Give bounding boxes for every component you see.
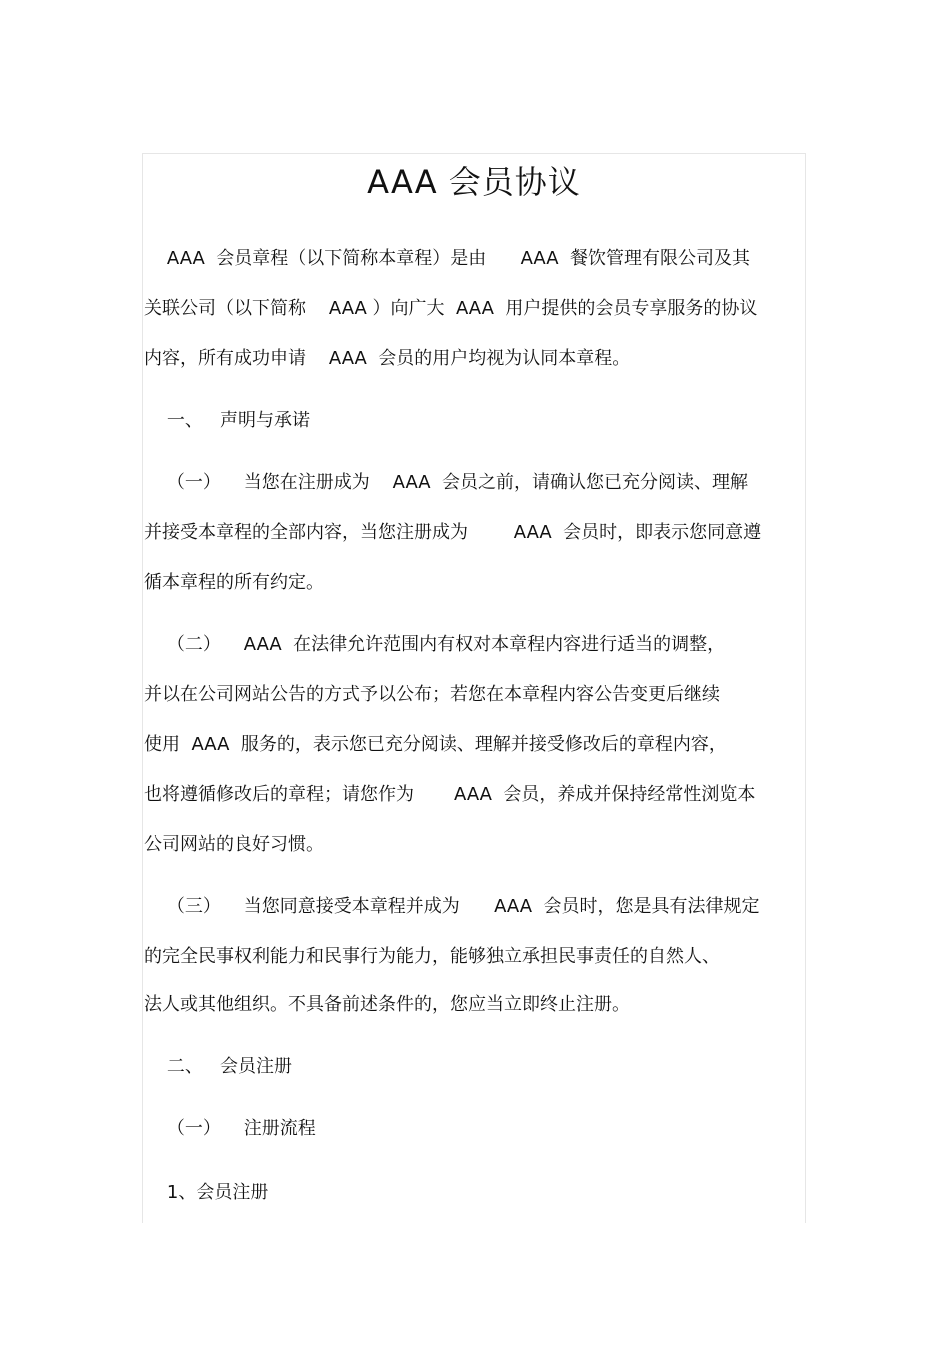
paragraph-line: 公司网站的良好习惯。 xyxy=(144,834,324,855)
paragraph-line: （三） 当您同意接受本章程并成为 AAA 会员时，您是具有法律规定 xyxy=(144,896,760,917)
paragraph-line: 并接受本章程的全部内容，当您注册成为 AAA 会员时，即表示您同意遵 xyxy=(144,522,762,543)
section-heading: 一、 声明与承诺 xyxy=(144,410,311,431)
section-heading: 二、 会员注册 xyxy=(144,1056,293,1077)
paragraph-line: 的完全民事权利能力和民事行为能力，能够独立承担民事责任的自然人、 xyxy=(144,946,720,967)
paragraph-line: 也将遵循修改后的章程；请您作为 AAA 会员，养成并保持经常性浏览本 xyxy=(144,784,756,805)
paragraph-line: 并以在公司网站公告的方式予以公布；若您在本章程内容公告变更后继续 xyxy=(144,684,720,705)
paragraph-line: （一） 当您在注册成为 AAA 会员之前，请确认您已充分阅读、理解 xyxy=(144,472,749,493)
paragraph-line: 内容，所有成功申请 AAA 会员的用户均视为认同本章程。 xyxy=(144,348,631,369)
paragraph-line: 关联公司（以下简称 AAA ）向广大 AAA 用户提供的会员专享服务的协议 xyxy=(144,298,758,319)
paragraph-line: AAA 会员章程（以下简称本章程）是由 AAA 餐饮管理有限公司及其 xyxy=(144,248,750,269)
paragraph-line: 使用 AAA 服务的，表示您已充分阅读、理解并接受修改后的章程内容， xyxy=(144,734,727,755)
list-item: 1、会员注册 xyxy=(144,1182,269,1203)
paragraph-line: 法人或其他组织。不具备前述条件的，您应当立即终止注册。 xyxy=(144,994,630,1015)
subsection-heading: （一） 注册流程 xyxy=(144,1118,316,1139)
paragraph-line: （二） AAA 在法律允许范围内有权对本章程内容进行适当的调整， xyxy=(144,634,726,655)
document-title: AAA 会员协议 xyxy=(367,163,581,201)
paragraph-line: 循本章程的所有约定。 xyxy=(144,572,324,593)
